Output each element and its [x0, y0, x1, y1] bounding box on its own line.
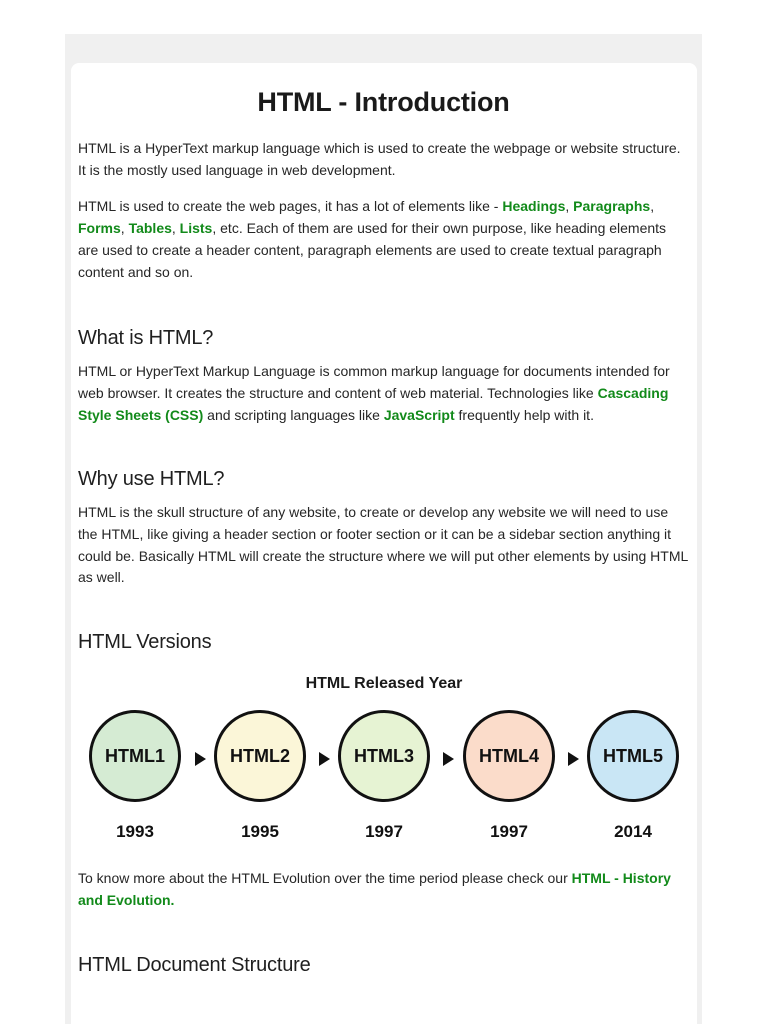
html-versions-figure: [71, 669, 697, 849]
versions-more-paragraph: [78, 868, 689, 911]
heading-html-document-structure: HTML Document Structure: [78, 953, 311, 976]
version-year: 1993: [116, 822, 154, 842]
arrow-right-icon: [319, 752, 330, 766]
what-text-1: HTML or HyperText Markup Language is common markup language for documents intended for web browser. It creates the structure and content of web material. Technologies like: [78, 363, 670, 401]
arrow-right-icon: [568, 752, 579, 766]
what-text-3: frequently help with it.: [454, 406, 594, 423]
link-css[interactable]: Cascading Style Sheets (CSS): [78, 384, 669, 423]
intro-paragraph-1: HTML is a HyperText markup language which is used to create the webpage or website structure. It is the mostly used language in web development.: [78, 140, 681, 178]
version-node: HTML1: [89, 710, 181, 802]
page-title: HTML - Introduction: [257, 87, 510, 117]
version-node: HTML4: [463, 710, 555, 802]
intro-p2-prefix: HTML is used to create the web pages, it has a lot of elements like -: [78, 198, 503, 215]
heading-what-is-html: What is HTML?: [78, 327, 214, 350]
link-tables[interactable]: Tables: [128, 220, 172, 237]
figure-title: HTML Released Year: [305, 675, 463, 693]
heading-why-use-html: Why use HTML?: [78, 468, 225, 491]
what-paragraph: [78, 361, 689, 426]
article-card: [71, 63, 697, 1024]
heading-html-versions: HTML Versions: [78, 631, 212, 654]
version-year: 2014: [614, 822, 652, 842]
link-javascript[interactable]: JavaScript: [383, 406, 455, 423]
link-html-history[interactable]: HTML - History and Evolution.: [78, 870, 671, 908]
intro-paragraph-2: HTML is used to create the web pages, it has a lot of elements like - Headings, Paragraphs, Forms, Tables, Lists, etc. Each of them are used for their own purpose, like heading elements are used to create a header content, paragraph elements are used to create textual paragraph content and so on.: [78, 198, 667, 280]
link-forms[interactable]: Forms: [78, 220, 121, 237]
link-paragraphs[interactable]: Paragraphs: [573, 198, 651, 215]
version-node: HTML5: [587, 710, 679, 802]
version-year: 1997: [490, 822, 528, 842]
why-paragraph: HTML is the skull structure of any website, to create or develop any website we will need to use the HTML, like giving a header section or footer section or it can be a sidebar section anything it could be. Basically HTML will create the structure where we will put other elements by using HTML as well.: [78, 504, 688, 586]
version-year: 1997: [365, 822, 403, 842]
version-year: 1995: [241, 822, 279, 842]
version-node: HTML2: [214, 710, 306, 802]
what-text-2: and scripting languages like: [203, 406, 384, 423]
intro-p2-suffix: , etc. Each of them are used for their own purpose, like heading elements are used to create a header content, paragraph elements are used to create textual paragraph content and so on.: [78, 220, 667, 280]
arrow-right-icon: [195, 752, 206, 766]
arrow-right-icon: [443, 752, 454, 766]
link-lists[interactable]: Lists: [179, 220, 213, 237]
version-node: HTML3: [338, 710, 430, 802]
link-headings[interactable]: Headings: [502, 198, 566, 215]
more-text: To know more about the HTML Evolution over the time period please check our: [78, 870, 572, 887]
